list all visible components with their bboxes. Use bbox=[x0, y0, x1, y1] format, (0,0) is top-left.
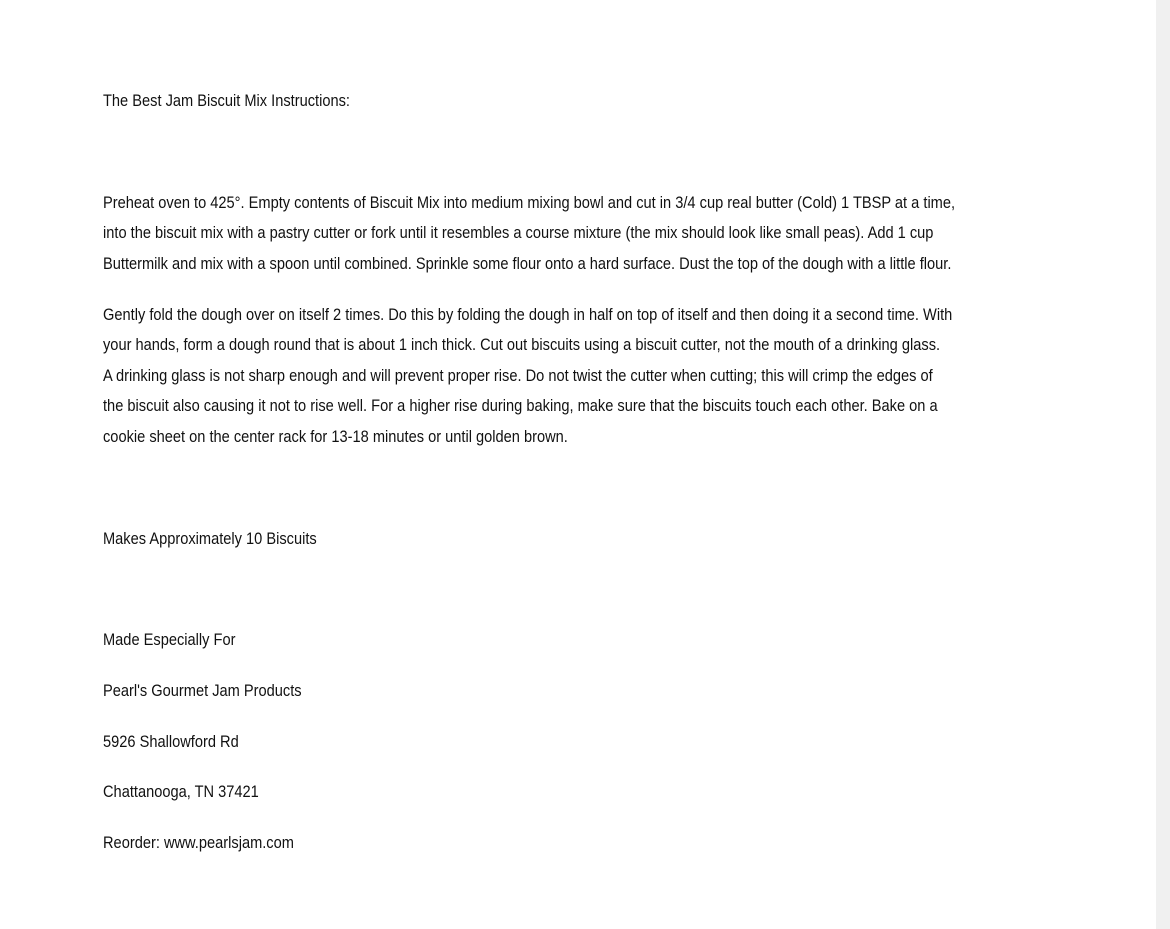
paragraph-1-line-1: Preheat oven to 425°. Empty contents of Biscuit Mix into medium mixing bowl and cut in 3/4 cup real butter (Cold) 1 TBSP at a time, bbox=[103, 193, 956, 212]
document-title: The Best Jam Biscuit Mix Instructions: bbox=[103, 91, 350, 110]
scrollbar-track[interactable] bbox=[1156, 0, 1170, 929]
paragraph-2-line-2: your hands, form a dough round that is about 1 inch thick. Cut out biscuits using a biscuit cutter, not the mouth of a drinking glass. bbox=[103, 335, 941, 354]
paragraph-2-line-4: the biscuit also causing it not to rise well. For a higher rise during baking, make sure that the biscuits touch each other. Bake on a bbox=[103, 396, 938, 415]
street-address: 5926 Shallowford Rd bbox=[103, 732, 239, 751]
paragraph-2-line-3: A drinking glass is not sharp enough and will prevent proper rise. Do not twist the cutter when cutting; this will crimp the edges of bbox=[103, 366, 933, 385]
company-name: Pearl's Gourmet Jam Products bbox=[103, 681, 302, 700]
city-address: Chattanooga, TN 37421 bbox=[103, 782, 259, 801]
paragraph-2-line-1: Gently fold the dough over on itself 2 times. Do this by folding the dough in half on top of itself and then doing it a second time. With bbox=[103, 305, 953, 324]
yield-text: Makes Approximately 10 Biscuits bbox=[103, 529, 317, 548]
paragraph-1-line-2: into the biscuit mix with a pastry cutter or fork until it resembles a course mixture (the mix should look like small peas). Add 1 cup bbox=[103, 223, 934, 242]
paragraph-1-line-3: Buttermilk and mix with a spoon until combined. Sprinkle some flour onto a hard surface. Dust the top of the dough with a little flour. bbox=[103, 254, 952, 273]
paragraph-2-line-5: cookie sheet on the center rack for 13-18 minutes or until golden brown. bbox=[103, 427, 568, 446]
reorder-text: Reorder: www.pearlsjam.com bbox=[103, 833, 294, 852]
made-for-text: Made Especially For bbox=[103, 630, 236, 649]
